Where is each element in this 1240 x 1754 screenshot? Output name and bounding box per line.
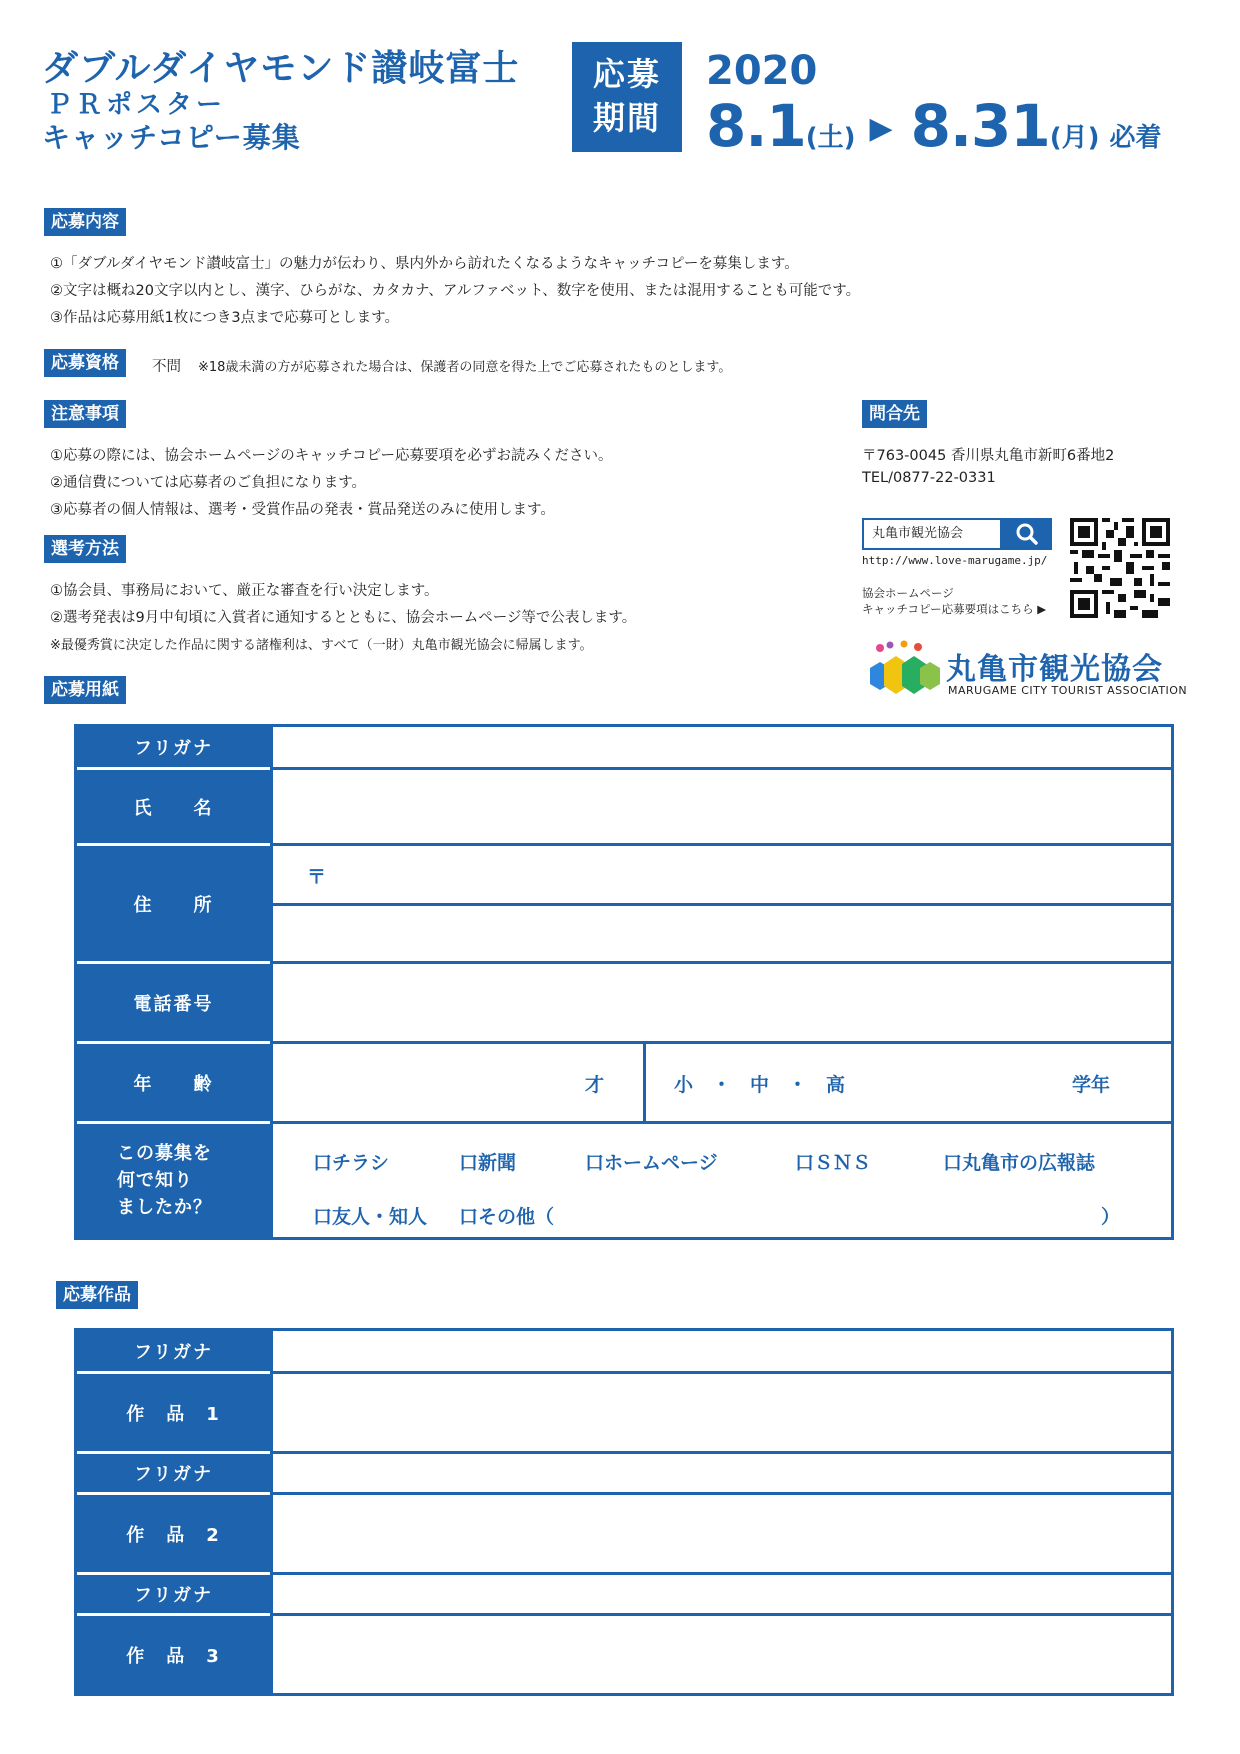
section-label-form: 応募用紙 [44, 676, 126, 704]
selection-line-2: ②選考発表は9月中旬頃に入賞者に通知するとともに、協会ホームページ等で公表します。 [50, 610, 637, 626]
form-label-address: 住 所 [77, 846, 270, 961]
work-2-field[interactable] [273, 1495, 1171, 1572]
selection-line-1: ①協会員、事務局において、厳正な審査を行い決定します。 [50, 583, 439, 599]
works-label-work-1: 作 品 1 [77, 1374, 270, 1451]
option-other-checkbox[interactable]: 口その他（ [459, 1206, 555, 1228]
works-label-furigana-1: フリガナ [77, 1331, 270, 1371]
option-homepage-checkbox[interactable]: 口ホームページ [585, 1152, 718, 1174]
header-separator [77, 1492, 270, 1495]
deadline-note: 必着 [1109, 123, 1162, 153]
work-3-field[interactable] [273, 1616, 1171, 1693]
form-label-furigana: フリガナ [77, 727, 270, 767]
section-label-content: 応募内容 [44, 208, 126, 236]
association-url[interactable]: http://www.love-marugame.jp/ [862, 554, 1048, 567]
form-label-phone: 電話番号 [77, 964, 270, 1041]
notes-line-2: ②通信費については応募者のご負担になります。 [50, 475, 367, 491]
works-label-work-3: 作 品 3 [77, 1616, 270, 1693]
qr-code-icon[interactable] [1070, 518, 1170, 618]
content-line-3: ③作品は応募用紙1枚につき3点まで応募可とします。 [50, 310, 399, 326]
section-label-notes: 注意事項 [44, 400, 126, 428]
address-field-postal[interactable] [273, 846, 1171, 903]
notes-line-1: ①応募の際には、協会ホームページのキャッチコピー応募要項を必ずお読みください。 [50, 448, 613, 464]
option-flyer-checkbox[interactable]: 口チラシ [313, 1152, 390, 1174]
grade-field[interactable] [646, 1044, 1171, 1121]
header-separator [77, 1371, 270, 1374]
header-separator [77, 767, 270, 770]
section-label-works: 応募作品 [56, 1281, 138, 1309]
how-known-line-2: 何で知り [117, 1170, 193, 1191]
header-separator [77, 1041, 270, 1044]
start-day: (土) [805, 123, 856, 153]
row-divider [270, 1121, 1171, 1124]
selection-note: ※最優秀賞に決定した作品に関する諸権利は、すべて（一財）丸亀市観光協会に帰属します。 [50, 638, 593, 653]
section-label-eligibility: 応募資格 [44, 349, 126, 377]
age-unit: 才 [585, 1074, 605, 1096]
header-separator [77, 1613, 270, 1616]
title-line-1: ダブルダイヤモンド讃岐富士 [42, 48, 520, 89]
section-label-contact: 問合先 [862, 400, 927, 428]
qr-caption-2: キャッチコピー応募要項はこちら ▶ [862, 602, 1047, 616]
age-field[interactable] [273, 1044, 643, 1121]
header-separator [77, 1121, 270, 1124]
logo-name-jp: 丸亀市観光協会 [946, 652, 1163, 687]
option-friend-checkbox[interactable]: 口友人・知人 [313, 1206, 428, 1228]
form-label-how-known [77, 1124, 270, 1237]
school-options: 小 ・ 中 ・ 高 [674, 1074, 846, 1096]
address-field[interactable] [273, 906, 1171, 961]
title-line-3: キャッチコピー募集 [42, 121, 301, 154]
form-label-age: 年 齢 [77, 1044, 270, 1121]
header-separator [77, 1572, 270, 1575]
option-newspaper-checkbox[interactable]: 口新聞 [459, 1152, 517, 1174]
option-sns-checkbox[interactable]: 口ＳＮＳ [795, 1152, 872, 1174]
title-line-2: ＰＲポスター [46, 90, 227, 120]
logo-name-en: MARUGAME CITY TOURIST ASSOCIATION [948, 684, 1188, 697]
header-separator [77, 961, 270, 964]
content-line-2: ②文字は概ね20文字以内とし、漢字、ひらがな、カタカナ、アルファベット、数字を使用、または混用することも可能です。 [50, 283, 861, 299]
work-3-furigana-field[interactable] [273, 1575, 1171, 1613]
start-date: 8.1 [706, 92, 806, 160]
application-form [74, 724, 1174, 1240]
notes-line-3: ③応募者の個人情報は、選考・受賞作品の発表・賞品発送のみに使用します。 [50, 502, 555, 518]
how-known-line-3: ましたか？ [117, 1197, 212, 1218]
period-year: 2020 [706, 48, 818, 94]
end-day: (月) [1049, 123, 1100, 153]
arrow-right-icon: ▶ [869, 111, 893, 146]
logo-mark-icon [866, 640, 946, 700]
period-dates [706, 92, 1162, 160]
option-city-bulletin-checkbox[interactable]: 口丸亀市の広報誌 [943, 1152, 1096, 1174]
work-1-furigana-field[interactable] [273, 1331, 1171, 1371]
grade-unit: 学年 [1072, 1074, 1111, 1096]
contact-tel: TEL/0877-22-0331 [862, 470, 996, 486]
works-form [74, 1328, 1174, 1696]
works-label-work-2: 作 品 2 [77, 1495, 270, 1572]
name-field[interactable] [273, 770, 1171, 843]
qr-caption-1: 協会ホームページ [862, 586, 954, 600]
eligibility-text: 不問 [152, 359, 181, 375]
postal-mark: 〒 [307, 866, 327, 888]
header-separator [77, 843, 270, 846]
eligibility-note: ※18歳未満の方が応募された場合は、保護者の同意を得た上でご応募されたものとします。 [198, 360, 732, 375]
work-1-field[interactable] [273, 1374, 1171, 1451]
period-badge-line-1: 応募 [592, 55, 661, 93]
form-label-name: 氏 名 [77, 770, 270, 843]
works-label-furigana-3: フリガナ [77, 1575, 270, 1613]
period-badge [572, 42, 682, 152]
content-line-1: ①「ダブルダイヤモンド讃岐富士」の魅力が伝わり、県内外から訪れたくなるようなキャッチコピーを募集します。 [50, 256, 799, 272]
search-button[interactable] [1002, 518, 1052, 550]
work-2-furigana-field[interactable] [273, 1454, 1171, 1492]
works-label-furigana-2: フリガナ [77, 1454, 270, 1492]
contact-address: 〒763-0045 香川県丸亀市新町6番地2 [862, 448, 1115, 464]
header-separator [77, 1451, 270, 1454]
search-input[interactable]: 丸亀市観光協会 [862, 518, 1002, 550]
phone-field[interactable] [273, 964, 1171, 1041]
section-label-selection: 選考方法 [44, 535, 126, 563]
period-badge-line-2: 期間 [592, 99, 661, 137]
search-icon [1002, 518, 1052, 550]
option-other-close-paren: ） [1101, 1206, 1121, 1228]
furigana-field[interactable] [273, 727, 1171, 767]
end-date: 8.31 [910, 92, 1050, 160]
how-known-line-1: この募集を [117, 1143, 212, 1164]
